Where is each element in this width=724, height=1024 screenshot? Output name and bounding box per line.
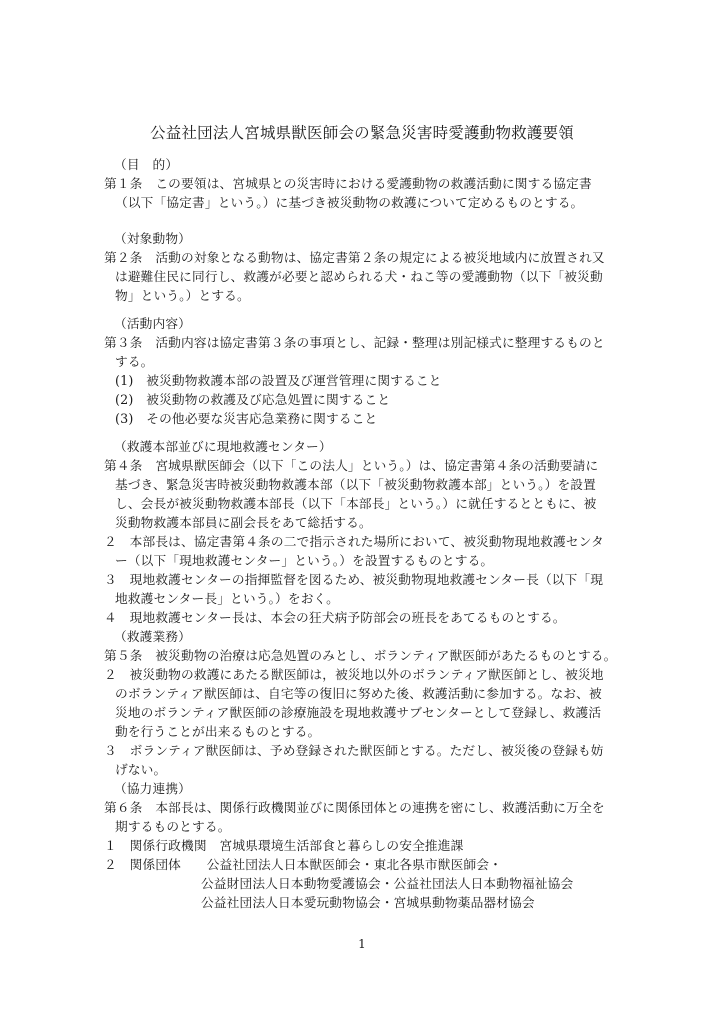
article-line: 基づき、緊急災害時被災動物救護本部（以下「被災動物救護本部」という。）を設置 (115, 477, 596, 492)
section-target-animals (104, 229, 624, 305)
clause-line: ３ ボランティア獣医師は、予め登録された獣医師とする。ただし、被災後の登録も妨 (104, 743, 604, 758)
list-item: (2) 被災動物の救護及び応急処置に関すること (115, 392, 391, 407)
article-line: する。 (115, 354, 154, 369)
article-line: 第５条 被災動物の治療は応急処置のみとし、ボランティア獣医師があたるものとする。 (104, 648, 617, 663)
page-title: 公益社団法人宮城県獣医師会の緊急災害時愛護動物救護要領 (150, 124, 574, 142)
article-line: 第２条 活動の対象となる動物は、協定書第２条の規定による被災地域内に放置され又 (104, 250, 605, 265)
section-heading: （対象動物） (114, 231, 192, 246)
clause-line: ２ 関係団体 公益社団法人日本獣医師会・東北各県市獣医師会・ (104, 857, 502, 872)
list-item: (1) 被災動物救護本部の設置及び運営管理に関すること (115, 373, 442, 388)
organization-line: 公益社団法人日本愛玩動物協会・宮城県動物薬品器材協会 (201, 895, 535, 910)
section-heading: （協力連携） (114, 781, 192, 796)
article-line: は避難住民に同行し、救護が必要と認められる犬・ねこ等の愛護動物（以下「被災動 (115, 269, 603, 284)
section-heading: （救護業務） (114, 629, 192, 644)
section-purpose (104, 155, 624, 212)
article-line: 第４条 宮城県獣医師会（以下「この法人」という。）は、協定書第４条の活動要請に (104, 458, 599, 473)
clause-line: 災地のボランティア獣医師の診療施設を現地救護サブセンターとして登録し、救護活 (115, 705, 602, 720)
clause-line: １ 関係行政機関 宮城県環境生活部食と暮らしの安全推進課 (104, 838, 464, 853)
list-item: (3) その他必要な災害応急業務に関すること (115, 411, 378, 426)
clause-line: ３ 現地救護センターの指揮監督を図るため、被災動物現地救護センター長（以下「現 (104, 572, 604, 587)
section-rescue-operations (104, 627, 624, 779)
article-line: 第６条 本部長は、関係行政機関並びに関係団体との連携を密にし、救護活動に万全を (104, 800, 605, 815)
article-line: 第１条 この要領は、宮城県との災害時における愛護動物の救護活動に関する協定書 (104, 176, 592, 191)
section-activities (104, 314, 624, 428)
clause-line: ー（以下「現地救護センター」という。）を設置するものとする。 (115, 553, 494, 568)
section-heading: （活動内容） (114, 316, 192, 331)
section-heading: （目 的） (114, 157, 179, 172)
clause-line: ２ 本部長は、協定書第４条の二で指示された場所において、被災動物現地救護センタ (104, 534, 604, 549)
section-heading: （救護本部並びに現地救護センター） (114, 439, 332, 454)
page-number: 1 (358, 937, 366, 951)
clause-line: ２ 被災動物の救護にあたる獣医師は，被災地以外のボランティア獣医師とし、被災地 (104, 667, 604, 682)
organization-line: 公益財団法人日本動物愛護協会・公益社団法人日本動物福祉協会 (201, 876, 574, 891)
clause-line: ４ 現地救護センター長は、本会の狂犬病予防部会の班長をあてるものとする。 (104, 610, 566, 625)
article-line: 災動物救護本部員に副会長をあて総括する。 (115, 515, 372, 530)
article-line: 物」という。）とする。 (115, 288, 250, 303)
section-rescue-headquarters (104, 437, 624, 627)
article-line: 第３条 活動内容は協定書第３条の事項とし、記録・整理は別記様式に整理するものと (104, 335, 605, 350)
clause-line: 動を行うことが出来るものとする。 (115, 724, 321, 739)
clause-line: のボランティア獣医師は、自宅等の復旧に努めた後、救護活動に参加する。なお、被 (115, 686, 602, 701)
article-line: （以下「協定書」という。）に基づき被災動物の救護について定めるものとする。 (115, 195, 584, 210)
article-line: し、会長が被災動物救護本部長（以下「本部長」という。）に就任するとともに、被 (115, 496, 597, 511)
clause-line: げない。 (115, 762, 167, 777)
article-line: 期するものとする。 (115, 819, 231, 834)
section-cooperation (104, 779, 624, 912)
clause-line: 地救護センター長」という。）をおく。 (115, 591, 339, 606)
